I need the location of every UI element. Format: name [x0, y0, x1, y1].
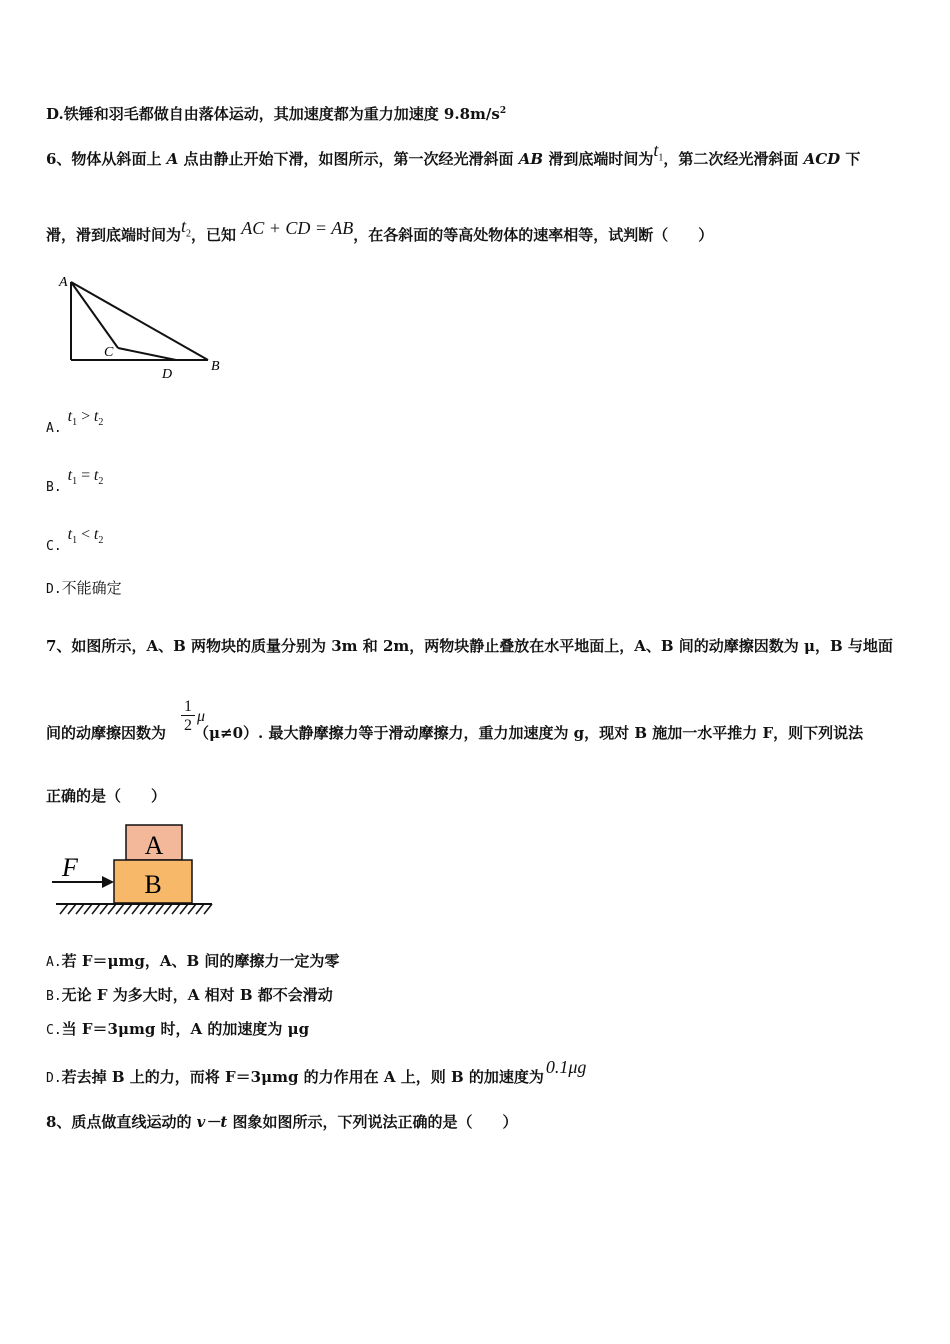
expr-s2: 2 [98, 417, 104, 429]
q5-option-d-sup: 2 [499, 106, 507, 116]
option-label: D. [46, 1071, 62, 1086]
expr-s1: 1 [72, 417, 78, 429]
slope-ac [71, 282, 118, 348]
force-arrow-head [102, 876, 114, 888]
q6-text: 滑到底端时间为 [543, 150, 654, 168]
q6-t2-sub: 2 [186, 228, 192, 240]
q7-blocks-figure [50, 822, 216, 922]
expr-t1: t [67, 526, 73, 543]
expr-s1: 1 [72, 476, 78, 488]
q8-var: v－t [196, 1113, 228, 1131]
q6-text: ，在各斜面的等高处物体的速率相等，试判断（ ） [353, 226, 714, 244]
q8-text: 图象如图所示，下列说法正确的是（ ） [227, 1113, 518, 1131]
q6-option-c[interactable] [46, 526, 104, 557]
expr-rel: > [80, 408, 91, 425]
ground-hatch [60, 904, 212, 914]
q6-t1 [653, 140, 664, 164]
q8-stem [46, 1112, 518, 1132]
option-text: 当 F＝3μmg 时，A 的加速度为 μg [61, 1020, 310, 1038]
q7-stem-line2 [46, 723, 863, 743]
q6-condition: AC + CD = AB [241, 218, 354, 238]
block-a-label: A [144, 831, 164, 860]
q6-incline-figure [56, 270, 231, 382]
expr-t1: t [67, 467, 73, 484]
q7-option-d[interactable] [46, 1057, 587, 1089]
q7-option-b[interactable] [46, 985, 333, 1007]
q6-stem-line2 [46, 216, 714, 253]
expr-t2: t [93, 467, 99, 484]
label-d: D [162, 367, 173, 382]
q7-frac-mu: μ [197, 708, 206, 725]
force-label: F [62, 853, 78, 882]
q6-option-b[interactable] [46, 467, 104, 498]
expr-t1: t [67, 408, 73, 425]
q6-text: 点由静止开始下滑，如图所示，第一次经光滑斜面 [178, 150, 519, 168]
frac-numerator: 1 [184, 698, 192, 715]
q6-point-a: A [166, 150, 179, 168]
option-expr [67, 408, 104, 429]
q6-option-d[interactable] [46, 578, 122, 600]
label-a: A [59, 275, 68, 290]
q6-t1-sub: 1 [658, 152, 664, 164]
q6-slope-ab: AB [518, 150, 544, 168]
q5-option-d [46, 101, 506, 124]
q6-text: ，已知 [191, 226, 242, 244]
expr-rel: = [80, 467, 91, 484]
option-label: A. [46, 421, 62, 436]
q6-slope-acd: ACD [803, 150, 841, 168]
option-text: 无论 F 为多大时，A 相对 B 都不会滑动 [61, 986, 333, 1004]
frac-denominator: 2 [184, 717, 192, 734]
q6-t2 [181, 216, 192, 240]
option-label: B. [46, 989, 62, 1004]
expr-t2: t [93, 526, 99, 543]
q7-stem-line1: 7、如图所示，A、B 两物块的质量分别为 3m 和 2m，两物块静止叠放在水平地面上，A、B 间的动摩擦因数为 μ，B 与地面 [46, 637, 893, 655]
expr-t2: t [93, 408, 99, 425]
q6-stem-line1 [46, 140, 861, 177]
q7-text: （μ≠0）. 最大静摩擦力等于滑动摩擦力，重力加速度为 g，现对 B 施加一水平推力 F，则下列说法 [194, 724, 864, 742]
block-b-label: B [144, 870, 162, 899]
q7-text: 间的动摩擦因数为 [46, 724, 167, 742]
option-text: 若去掉 B 上的力，而将 F＝3μmg 的力作用在 A 上，则 B 的加速度为 [61, 1068, 544, 1086]
option-text: 不能确定 [61, 579, 122, 597]
expr-s1: 1 [72, 535, 78, 547]
q6-option-a[interactable] [46, 408, 104, 439]
option-expr [67, 467, 104, 488]
expr-rel: < [80, 526, 91, 543]
slope-cd [118, 348, 176, 360]
option-text: 若 F＝μmg，A、B 间的摩擦力一定为零 [61, 952, 340, 970]
q6-text: 6、物体从斜面上 [46, 150, 167, 168]
expr-s2: 2 [98, 476, 104, 488]
q5-option-d-text: D.铁锤和羽毛都做自由落体运动，其加速度都为重力加速度 9.8m/s [46, 105, 500, 123]
label-c: C [104, 345, 114, 360]
q7-stem-line3: 正确的是（ ） [46, 787, 167, 805]
option-expr [67, 526, 104, 547]
option-label: A. [46, 955, 62, 970]
q6-t2-var: t [181, 216, 187, 236]
expr-s2: 2 [98, 535, 104, 547]
option-label: B. [46, 480, 62, 495]
option-value: 0.1μg [545, 1057, 587, 1077]
option-label: C. [46, 539, 62, 554]
q8-text: 8、质点做直线运动的 [46, 1113, 197, 1131]
q7-option-c[interactable] [46, 1019, 309, 1041]
label-b: B [211, 359, 220, 374]
q6-text: 滑，滑到底端时间为 [46, 226, 182, 244]
option-label: C. [46, 1023, 62, 1038]
q6-t1-var: t [653, 140, 659, 160]
option-label: D. [46, 582, 62, 597]
slope-ab [71, 282, 208, 360]
q7-option-a[interactable] [46, 951, 339, 973]
q6-text: 下 [840, 150, 861, 168]
q6-text: ，第二次经光滑斜面 [663, 150, 804, 168]
